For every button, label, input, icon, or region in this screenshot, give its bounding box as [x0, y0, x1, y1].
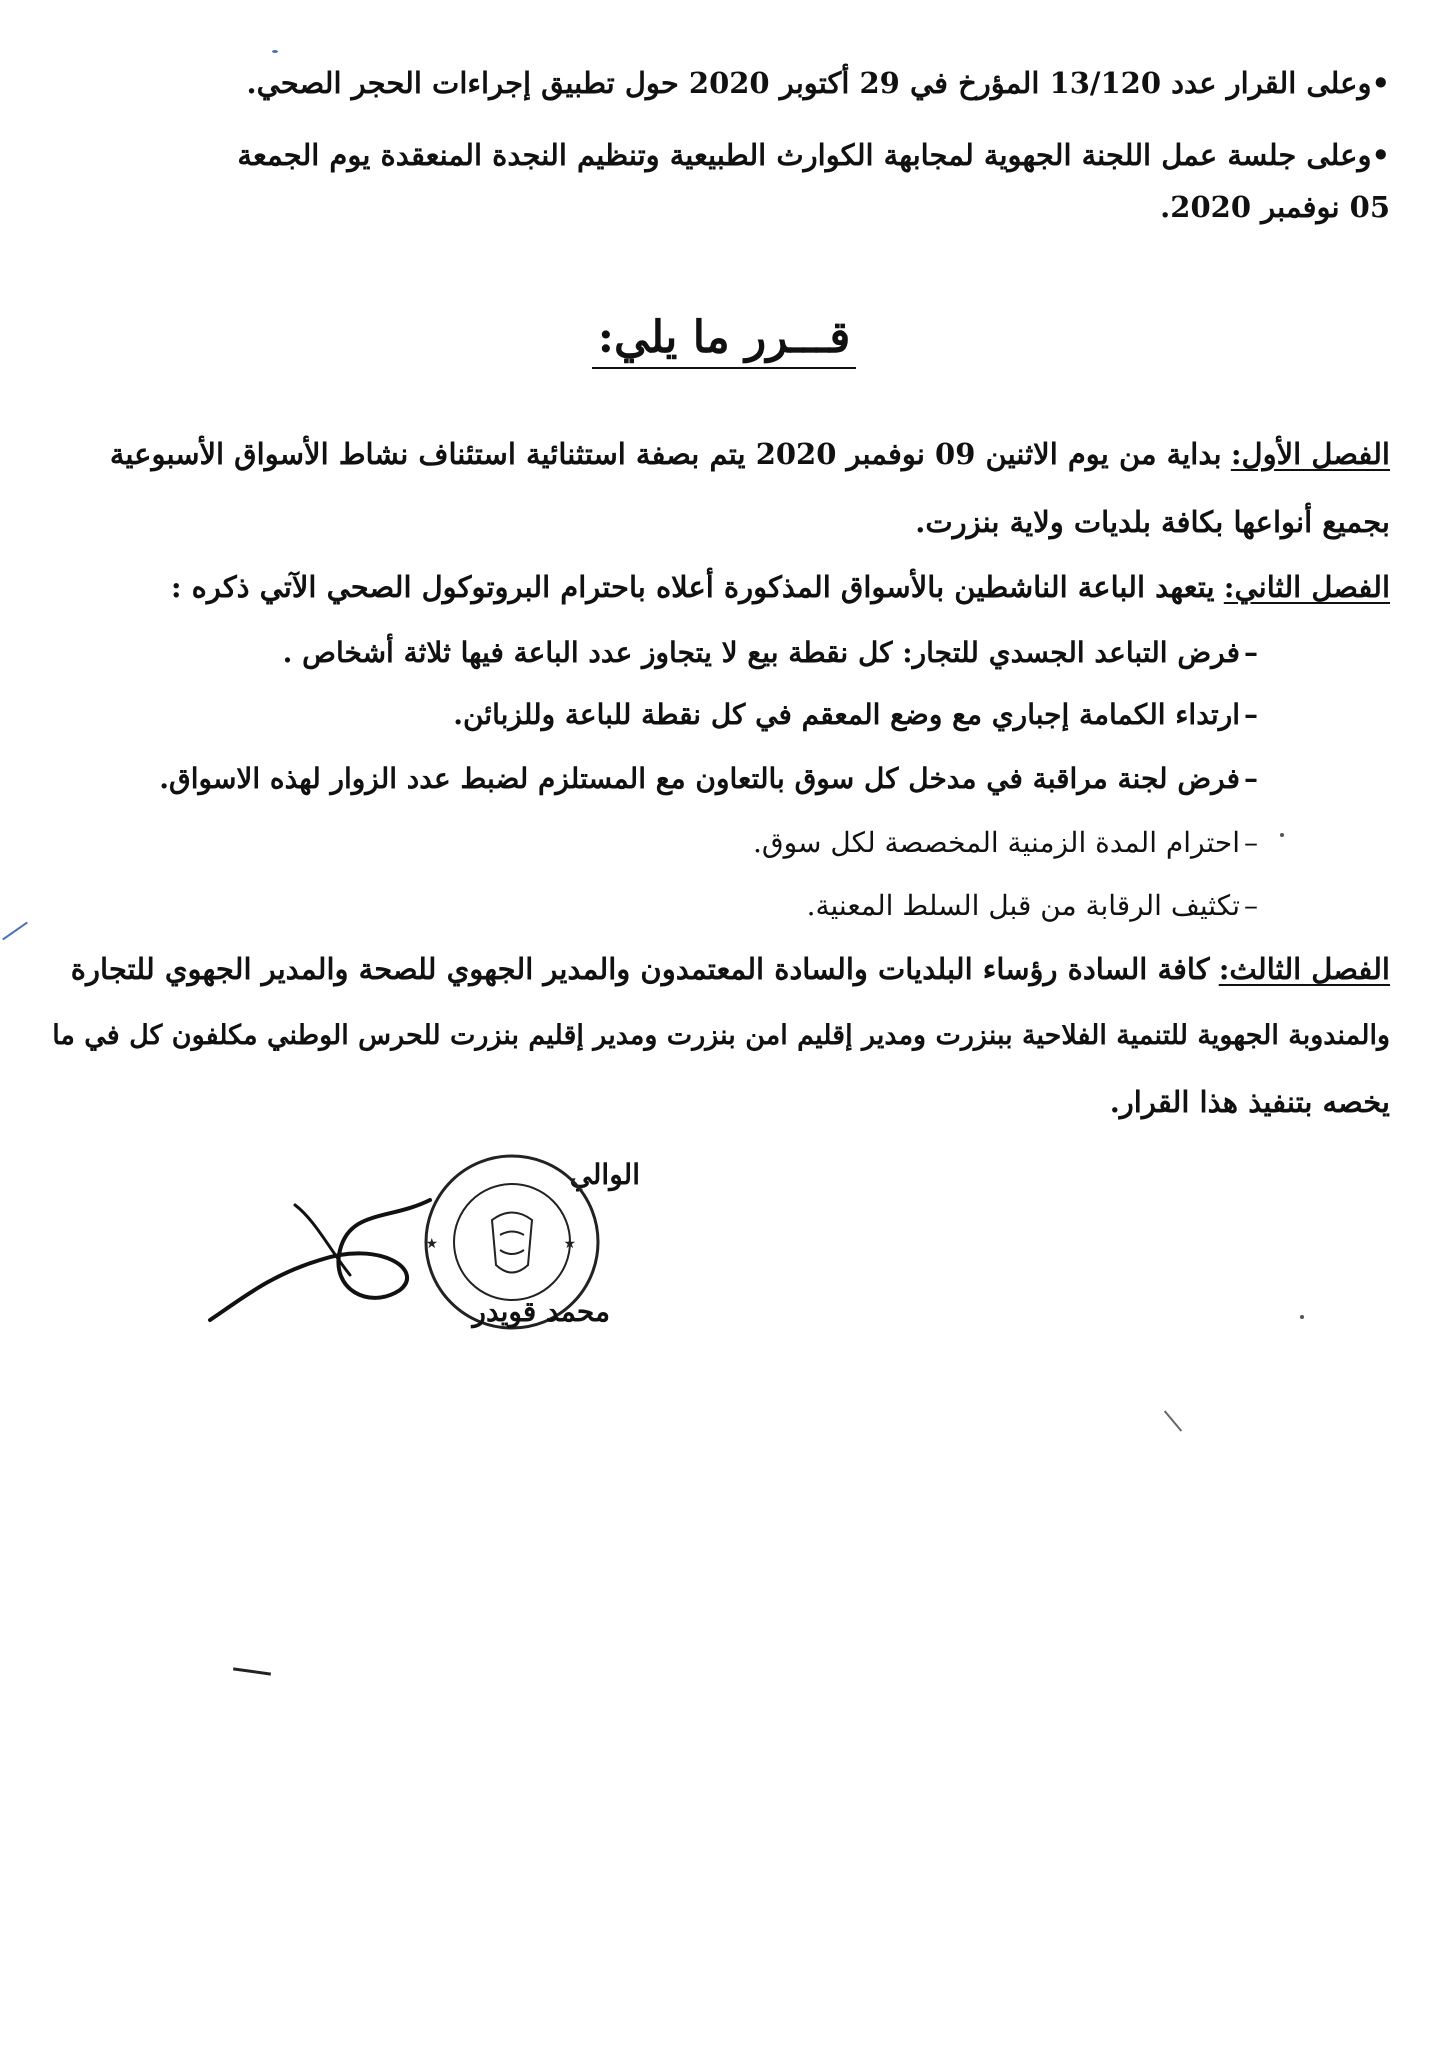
- article-1-line-2: بجميع أنواعها بكافة بلديات ولاية بنزرت.: [915, 505, 1390, 539]
- protocol-item-text: فرض التباعد الجسدي للتجار: كل نقطة بيع لا يتجاوز عدد الباعة فيها ثلاثة أشخاص .: [282, 636, 1240, 669]
- dash-icon: –: [1244, 698, 1258, 731]
- protocol-item-text: تكثيف الرقابة من قبل السلط المعنية.: [806, 889, 1240, 922]
- protocol-item-1: [283, 636, 1258, 669]
- svg-text:★: ★: [563, 1236, 576, 1252]
- scan-mark: [1164, 1410, 1182, 1431]
- preamble-line-3: 05 نوفمبر 2020.: [1160, 190, 1390, 224]
- article-3-label: الفصل الثالث:: [1218, 952, 1390, 986]
- article-3-line-3: يخصه بتنفيذ هذا القرار.: [1109, 1085, 1390, 1119]
- protocol-item-2: [453, 698, 1258, 731]
- scan-mark: [1280, 833, 1284, 837]
- article-1-line-1: [110, 437, 1390, 472]
- article-1-label: الفصل الأول:: [1230, 437, 1390, 471]
- protocol-item-text: احترام المدة الزمنية المخصصة لكل سوق.: [752, 826, 1240, 859]
- article-3-line-1: [70, 952, 1390, 987]
- preamble-line-1: •وعلى القرار عدد 13/120 المؤرخ في 29 أكتوبر 2020 حول تطبيق إجراءات الحجر الصحي.: [246, 66, 1390, 100]
- scan-mark: [2, 922, 28, 941]
- signatory-title: الوالي: [569, 1158, 640, 1191]
- protocol-item-3: [159, 762, 1258, 795]
- handwritten-signature-icon: [200, 1180, 460, 1330]
- svg-text:★: ★: [425, 1236, 438, 1252]
- article-1-text-1: بداية من يوم الاثنين 09 نوفمبر 2020 يتم بصفة استثنائية استئناف نشاط الأسواق الأسبوعية: [109, 437, 1222, 471]
- scan-mark: [1300, 1315, 1304, 1319]
- decision-title-text: قـــرر ما يلي:: [592, 312, 857, 369]
- signatory-name: محمد قويدر: [472, 1295, 610, 1328]
- article-2-heading: [110, 570, 1390, 605]
- scan-mark: [233, 1667, 271, 1675]
- article-3-text-1: كافة السادة رؤساء البلديات والسادة المعتمدون والمدير الجهوي للصحة والمدير الجهوي للتجارة: [70, 952, 1210, 986]
- preamble-line-2: •وعلى جلسة عمل اللجنة الجهوية لمجابهة الكوارث الطبيعية وتنظيم النجدة المنعقدة يوم الجمعة: [237, 138, 1390, 172]
- scan-mark: [272, 50, 278, 53]
- article-2-label: الفصل الثاني:: [1223, 570, 1390, 604]
- protocol-item-4: [753, 826, 1258, 859]
- protocol-item-text: ارتداء الكمامة إجباري مع وضع المعقم في كل نقطة للباعة وللزبائن.: [453, 698, 1240, 731]
- protocol-item-text: فرض لجنة مراقبة في مدخل كل سوق بالتعاون مع المستلزم لضبط عدد الزوار لهذه الاسواق.: [159, 762, 1240, 795]
- article-3-line-2: والمندوبة الجهوية للتنمية الفلاحية ببنزرت ومدير إقليم امن بنزرت ومدير إقليم بنزرت للحرس الوطني مكلفون كل في ما: [52, 1020, 1390, 1051]
- dash-icon: –: [1244, 889, 1258, 922]
- protocol-item-5: [807, 889, 1258, 922]
- article-2-text: يتعهد الباعة الناشطين بالأسواق المذكورة أعلاه باحترام البروتوكول الصحي الآتي ذكره :: [170, 570, 1215, 604]
- dash-icon: –: [1244, 636, 1258, 669]
- signature-block: [200, 1150, 640, 1370]
- dash-icon: –: [1244, 826, 1258, 859]
- dash-icon: –: [1244, 762, 1258, 795]
- decision-title: [0, 312, 1448, 363]
